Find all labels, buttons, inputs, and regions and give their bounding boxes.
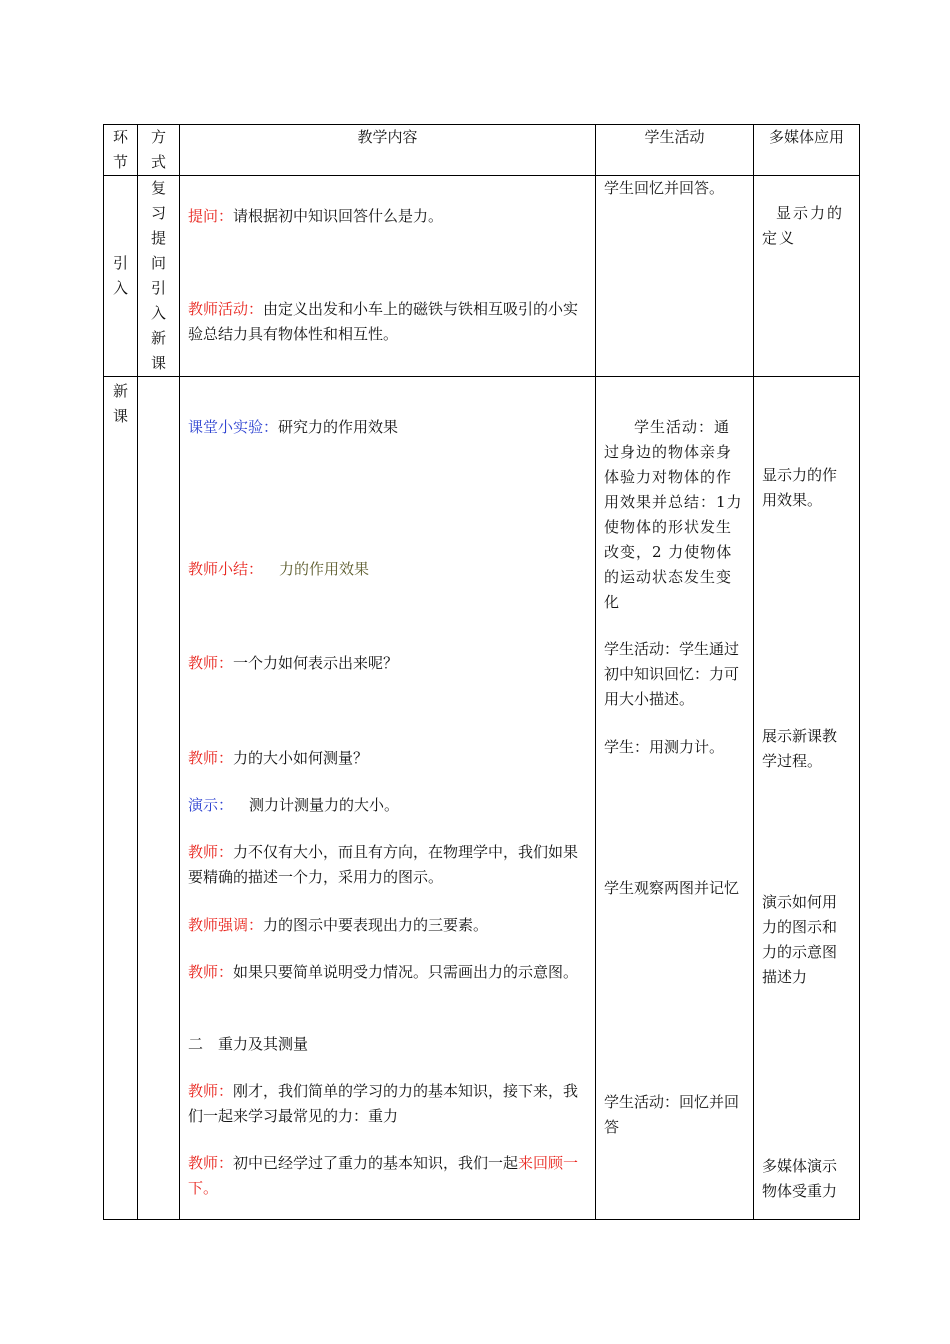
intro-stage-cell xyxy=(104,176,138,377)
intro-student-cell xyxy=(596,176,754,377)
student-activity-2: 学生活动：学生通过初中知识回忆：力可用大小描述。 xyxy=(604,640,740,708)
content-q6: 教师：初中已经学过了重力的基本知识，我们一起来回顾一下。 xyxy=(188,1154,579,1197)
content-q2: 教师：力的大小如何测量？ xyxy=(188,749,369,767)
new-stage: 新课 xyxy=(112,382,128,425)
intro-content-cell xyxy=(180,176,596,377)
new-media-cell xyxy=(754,377,860,1220)
new-content-cell xyxy=(180,377,596,1220)
content-q3: 教师：力不仅有大小，而且有方向，在物理学中，我们如果要精确的描述一个力，采用力的图示。 xyxy=(188,843,579,886)
intro-stage: 引入 xyxy=(112,254,128,297)
student-activity-5: 学生活动：回忆并回答 xyxy=(604,1093,740,1136)
new-stage-cell xyxy=(104,377,138,1220)
intro-question: 提问：请根据初中知识回答什么是力。 xyxy=(188,207,444,225)
student-activity-4: 学生观察两图并记忆 xyxy=(604,879,740,897)
student-activity-1: 学生活动：通过身边的物体亲身体验力对物体的作用效果并总结：1力使物体的形状发生改变，2 力使物体的运动状态发生变化 xyxy=(604,418,743,611)
intro-teacher-activity: 教师活动：由定义出发和小车上的磁铁与铁相互吸引的小实验总结力具有物体性和相互性。 xyxy=(188,300,579,343)
media-1: 显示力的作用效果。 xyxy=(762,466,838,509)
media-3: 演示如何用力的图示和力的示意图描述力 xyxy=(762,893,838,986)
header-method: 方式 xyxy=(138,125,180,176)
header-student: 学生活动 xyxy=(596,125,754,176)
content-q5: 教师：刚才，我们简单的学习的力的基本知识，接下来，我们一起来学习最常见的力：重力 xyxy=(188,1082,579,1125)
student-activity-3: 学生：用测力计。 xyxy=(604,738,725,756)
intro-method-cell xyxy=(138,176,180,377)
media-2: 展示新课教学过程。 xyxy=(762,727,838,770)
header-media: 多媒体应用 xyxy=(754,125,860,176)
intro-media: 显示力的定义 xyxy=(762,204,845,247)
header-content: 教学内容 xyxy=(180,125,596,176)
header-stage: 环节 xyxy=(104,125,138,176)
content-q4: 教师：如果只要简单说明受力情况。只需画出力的示意图。 xyxy=(188,963,579,981)
content-experiment: 课堂小实验：研究力的作用效果 xyxy=(188,418,399,436)
new-student-cell xyxy=(596,377,754,1220)
content-q1: 教师：一个力如何表示出来呢？ xyxy=(188,654,399,672)
new-method-cell xyxy=(138,377,180,1220)
media-4: 多媒体演示物体受重力 xyxy=(762,1157,838,1200)
header-row xyxy=(104,125,860,176)
intro-student: 学生回忆并回答。 xyxy=(604,179,725,197)
lesson-plan-table xyxy=(103,124,860,1220)
new-lesson-row xyxy=(104,377,860,1220)
content-emphasis: 教师强调：力的图示中要表现出力的三要素。 xyxy=(188,916,489,934)
intro-row xyxy=(104,176,860,377)
content-demo: 演示： 测力计测量力的大小。 xyxy=(188,796,400,814)
intro-media-cell xyxy=(754,176,860,377)
intro-method: 复习提问引入新课 xyxy=(150,179,166,372)
content-summary: 教师小结： 力的作用效果 xyxy=(188,560,370,578)
section-gravity-heading: 二 重力及其测量 xyxy=(188,1035,309,1053)
